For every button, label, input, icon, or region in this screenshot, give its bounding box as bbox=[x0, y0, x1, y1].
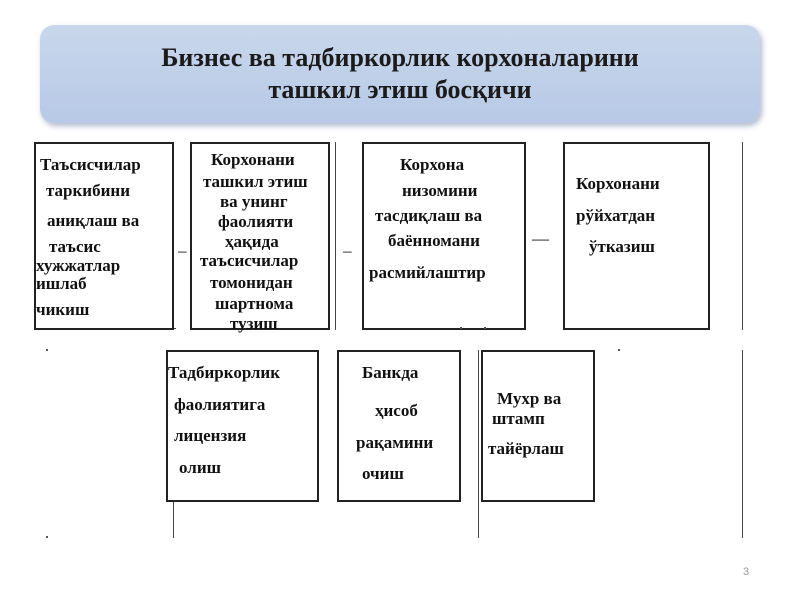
step6-line: Банкда bbox=[362, 363, 419, 382]
step1-line: таъсис bbox=[49, 237, 101, 256]
grid-line bbox=[335, 142, 336, 330]
grid-line bbox=[742, 350, 743, 538]
step5-line: фаолиятига bbox=[174, 395, 266, 414]
step2-line: шартнома bbox=[215, 294, 294, 313]
step2-line: фаолияти bbox=[218, 212, 294, 231]
step7-line: тайёрлаш bbox=[488, 439, 564, 458]
title-banner bbox=[40, 25, 760, 123]
step4-line: ўтказиш bbox=[589, 237, 655, 256]
step3-line: тасдиқлаш ва bbox=[375, 206, 483, 225]
step2-line: таъсисчилар bbox=[200, 251, 299, 270]
connector-2: – bbox=[343, 241, 352, 260]
connector-1: – bbox=[178, 241, 187, 260]
title-line-1: Бизнес ва тадбиркорлик корхоналарини bbox=[161, 43, 639, 72]
step1-line: хужжатлар bbox=[36, 256, 121, 275]
step2-line: томонидан bbox=[210, 273, 293, 292]
step7-line: Мухр ва bbox=[497, 389, 562, 408]
connector-3: — bbox=[532, 229, 549, 248]
step5-line: лицензия bbox=[174, 426, 247, 445]
dot-mark bbox=[460, 327, 462, 329]
step4-line: рўйхатдан bbox=[576, 206, 656, 225]
dot-mark bbox=[618, 349, 620, 351]
grid-line bbox=[478, 350, 479, 538]
step1-line: таркибини bbox=[46, 181, 130, 200]
step2-line: ташкил этиш bbox=[203, 172, 308, 191]
dot-mark bbox=[484, 327, 486, 329]
step3-line: низомини bbox=[402, 181, 478, 200]
step1-line: ишлаб bbox=[36, 274, 87, 293]
title-line-2: ташкил этиш босқичи bbox=[268, 75, 532, 104]
step2-line: ҳақида bbox=[225, 232, 279, 251]
step3-line: баённомани bbox=[388, 231, 480, 250]
step2-line: ва унинг bbox=[220, 192, 288, 211]
dot-mark bbox=[46, 349, 48, 351]
step6-line: рақамини bbox=[356, 433, 434, 452]
step1-line: аниқлаш ва bbox=[47, 211, 140, 230]
step3-line: расмийлаштир bbox=[369, 263, 486, 282]
step-box-4 bbox=[563, 142, 710, 330]
step2-line: Корхонани bbox=[211, 150, 295, 169]
step7-line: штамп bbox=[492, 409, 545, 428]
step6-line: очиш bbox=[362, 464, 404, 483]
step3-line: Корхона bbox=[400, 155, 465, 174]
step2-line: тузиш bbox=[230, 314, 278, 333]
dot-mark bbox=[46, 536, 48, 538]
step6-line: ҳисоб bbox=[375, 401, 418, 420]
step1-line: чикиш bbox=[36, 300, 90, 319]
step4-line: Корхонани bbox=[576, 174, 660, 193]
step5-line: Тадбиркорлик bbox=[168, 363, 280, 382]
grid-line bbox=[742, 142, 743, 330]
page-number: 3 bbox=[743, 566, 750, 578]
step1-line: Таъсисчилар bbox=[40, 155, 141, 174]
step5-line: олиш bbox=[179, 458, 221, 477]
